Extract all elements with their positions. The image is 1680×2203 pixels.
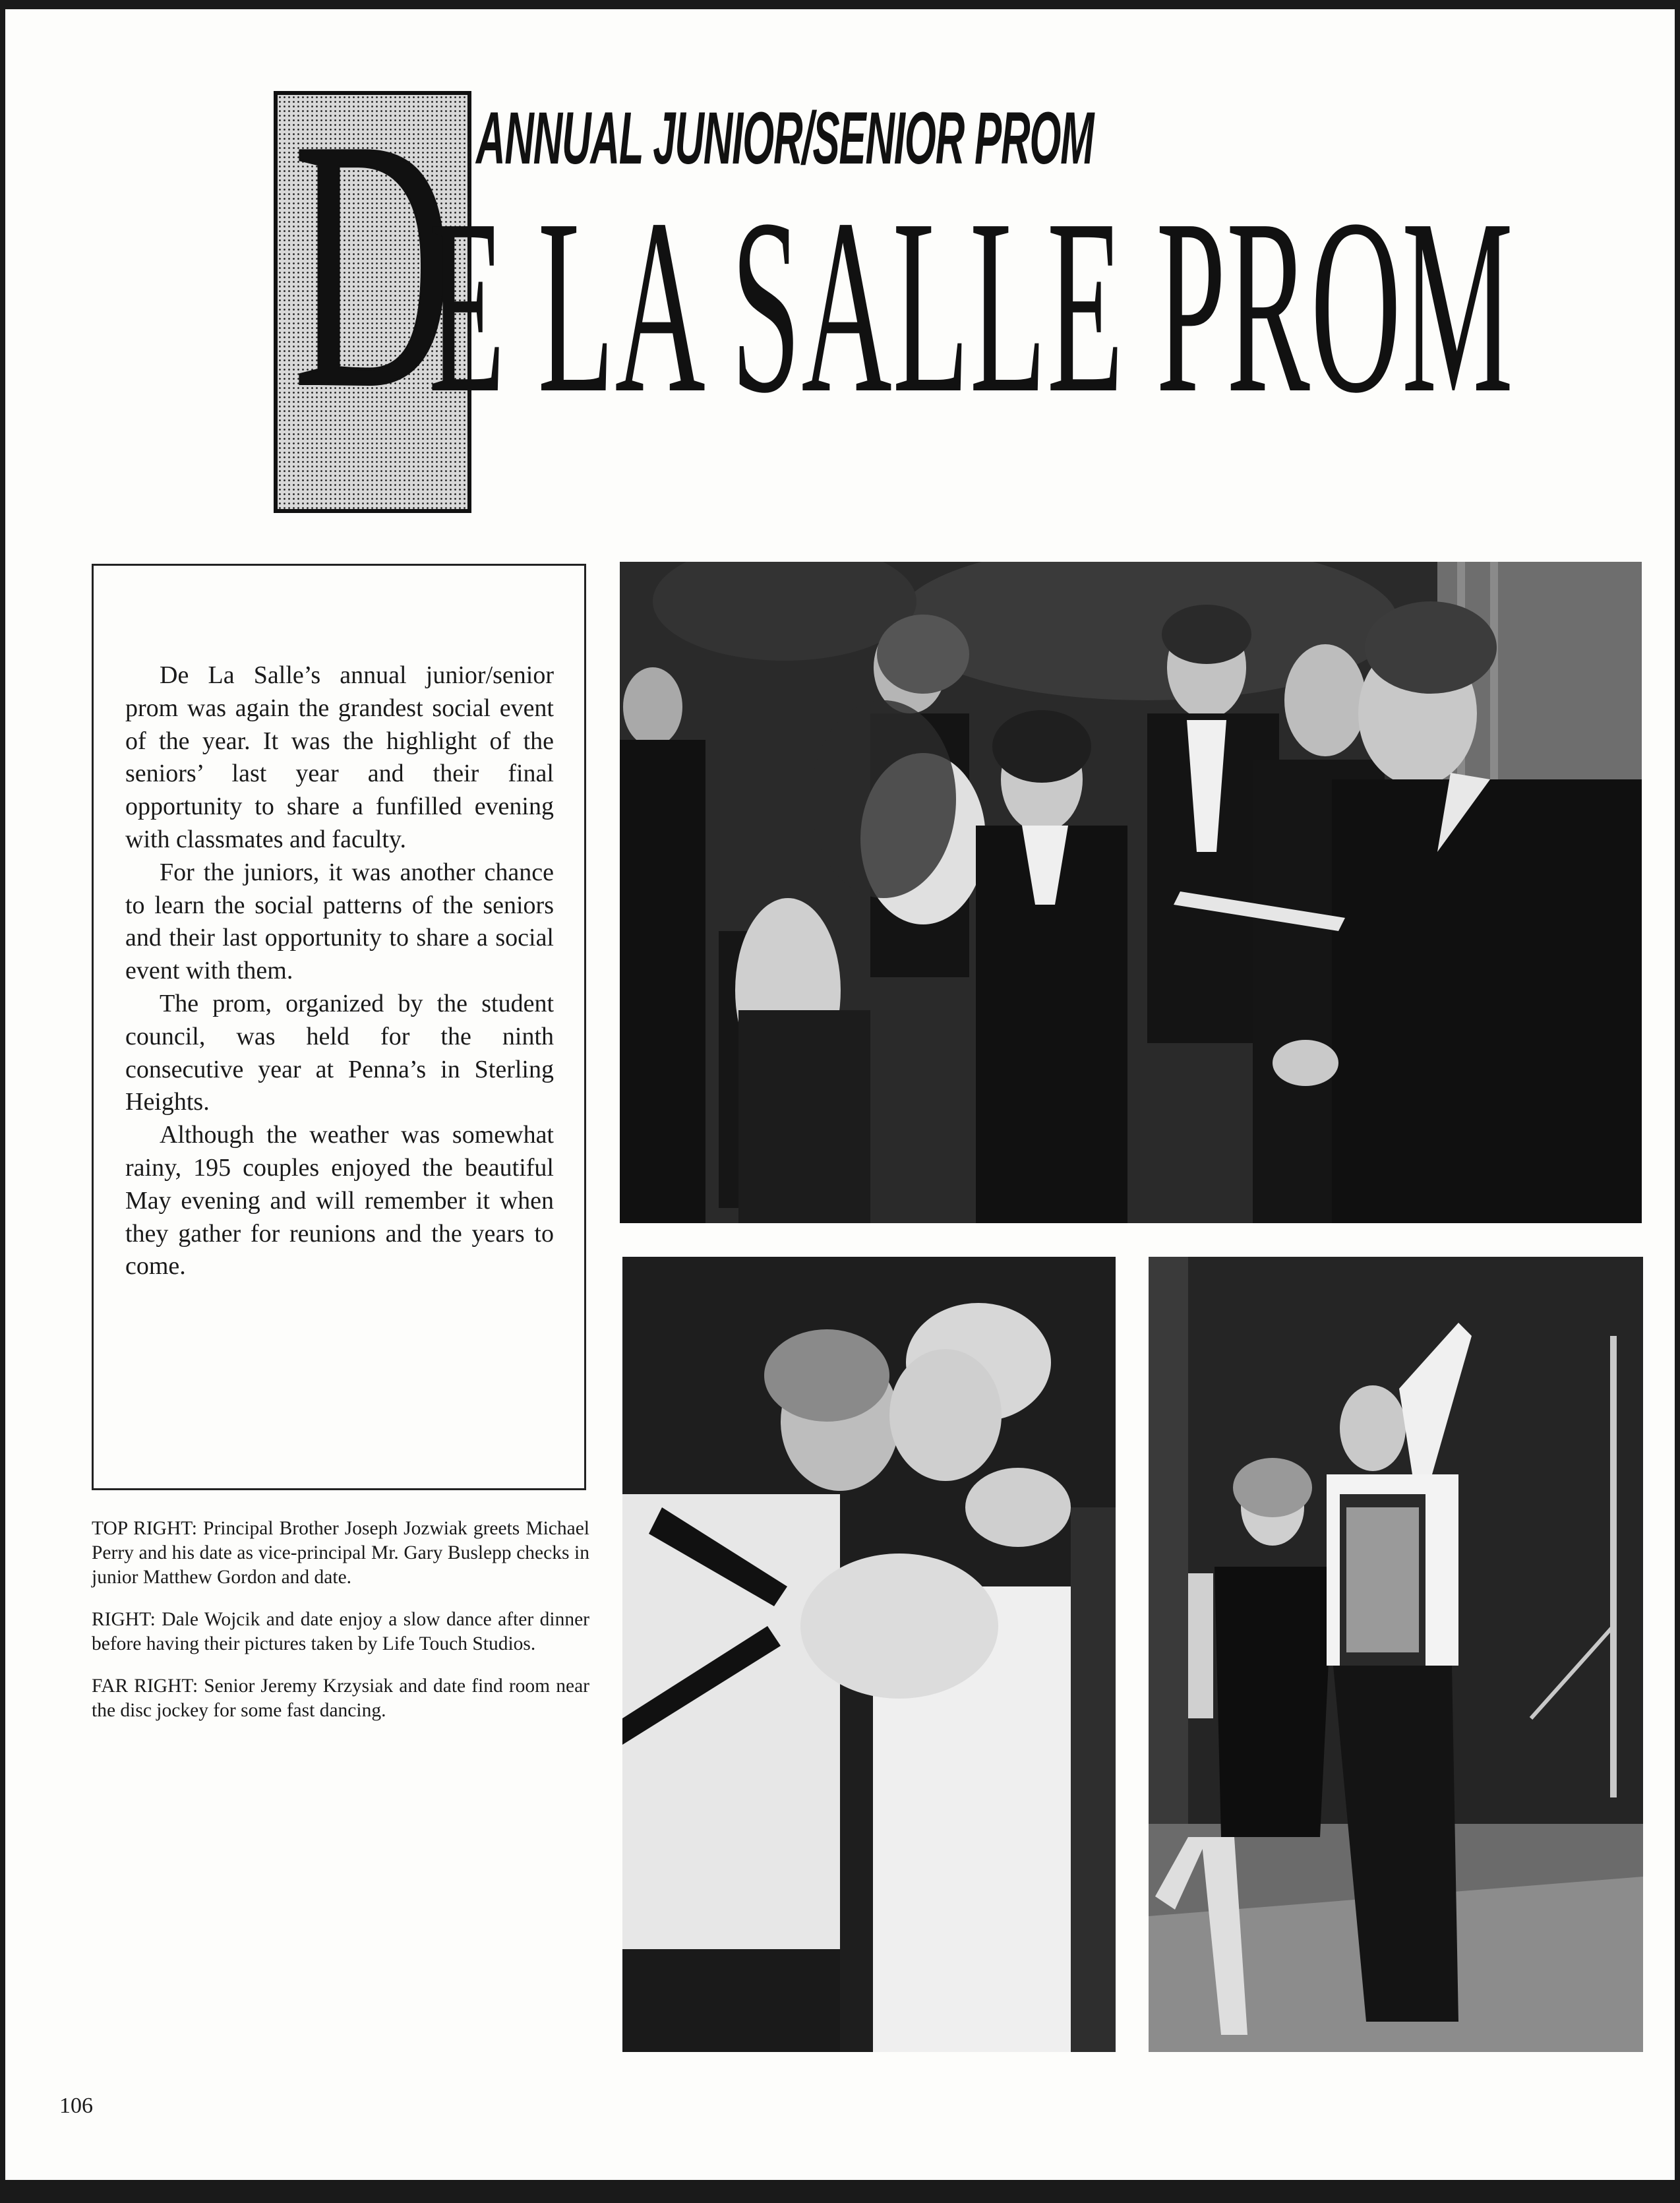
story-paragraph: De La Salle’s annual junior/senior prom was again the grandest social event of the year. It was the highlight of the seniors’ last year and their final opportunity to share a funfilled evening with classmates and faculty.: [125, 661, 554, 853]
caption-right: RIGHT: Dale Wojcik and date enjoy a slow dance after dinner before having their pictures taken by Life Touch Studios.: [92, 1609, 589, 1654]
photo-slow-dance: [622, 1257, 1116, 2052]
kicker-title: ANNUAL JUNIOR/SENIOR PROM: [476, 97, 1094, 179]
page-border-bottom: [0, 2180, 1680, 2203]
photo-captions: [92, 1517, 589, 1741]
story-paragraph: For the juniors, it was another chance to learn the social patterns of the seniors and their last opportunity to share a social event with them.: [125, 858, 554, 985]
photo-fast-dance: [1149, 1257, 1643, 2052]
dropcap-letter: D: [293, 67, 453, 461]
story-paragraph: The prom, organized by the student council, was held for the ninth consecutive year at Penna’s in Sterling Heights.: [125, 989, 554, 1116]
photo-greeting-line: [620, 562, 1642, 1223]
page-border-right: [1675, 0, 1680, 2203]
page-border-top: [0, 0, 1680, 9]
caption-top-right: TOP RIGHT: Principal Brother Joseph Jozwiak greets Michael Perry and his date as vice-principal Mr. Gary Buslepp checks in junior Matthew Gordon and date.: [92, 1518, 589, 1588]
page-border-left: [0, 0, 5, 2203]
story-paragraph: Although the weather was somewhat rainy, 195 couples enjoyed the beautiful May evening and will remember it when they gather for reunions and the years to come.: [125, 1121, 554, 1281]
caption-far-right: FAR RIGHT: Senior Jeremy Krzysiak and date find room near the disc jockey for some fast dancing.: [92, 1675, 589, 1721]
page-number: 106: [59, 2094, 93, 2118]
headline-title: E LA SALLE PROM: [429, 167, 1514, 445]
story-body: [125, 659, 554, 1283]
